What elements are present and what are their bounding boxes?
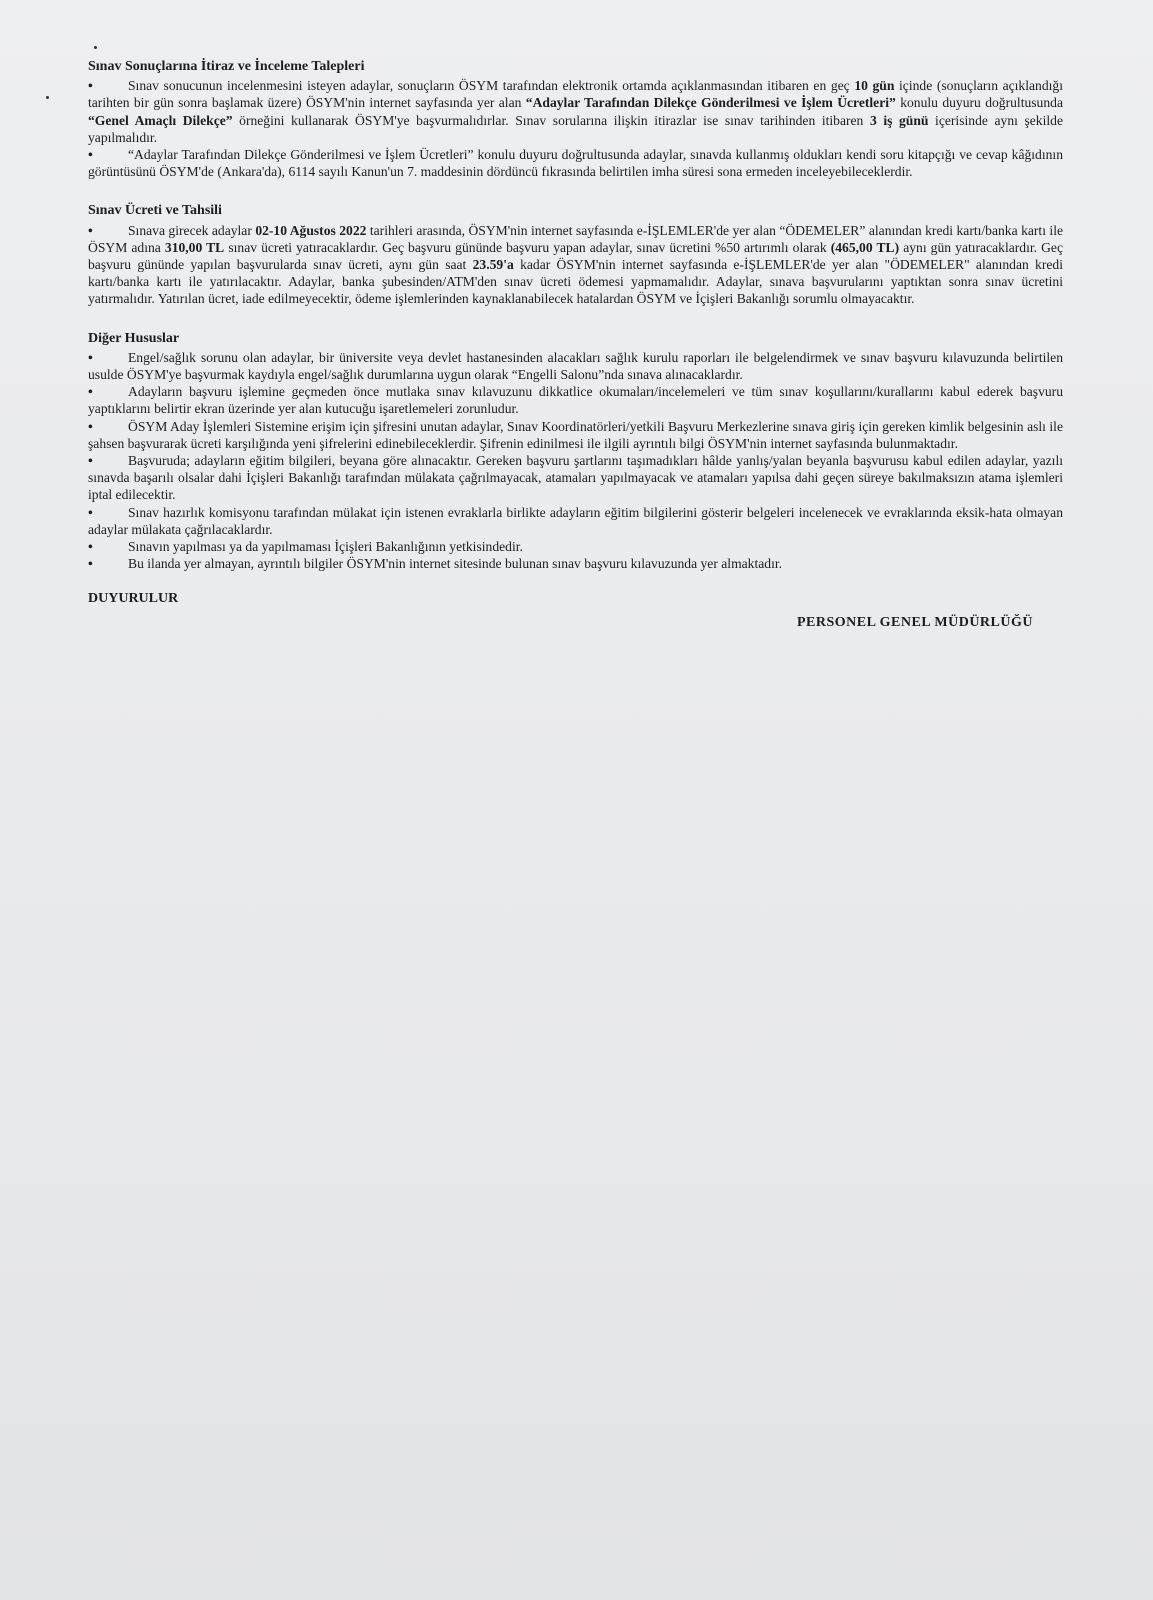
bullet-list (88, 77, 1063, 180)
bullet-icon: • (88, 556, 93, 572)
body-text: sınav ücreti yatıracaklardır. Geç başvuru gününde başvuru yapan adaylar, sınav ücretini %50 artırımlı olarak (224, 239, 831, 255)
body-text: örneğini kullanarak ÖSYM'ye başvurmalıdırlar. Sınav sorularına ilişkin itirazlar ise sınav tarihinden itibaren (232, 112, 870, 128)
bullet-icon: • (88, 504, 93, 520)
body-text: Bu ilanda yer almayan, ayrıntılı bilgiler ÖSYM'nin internet sitesinde bulunan sınav başvuru kılavuzunda yer almaktadır. (128, 556, 783, 572)
document-body (88, 58, 1063, 631)
body-text: ÖSYM Aday İşlemleri Sistemine erişim için şifresini unutan adaylar, Sınav Koordinatörleri/yetkili Başvuru Merkezlerine sınava giriş için gereken kimlik belgesinin aslı ile şahsen başvurarak ücreti karşılığında yeni şifrelerini edinebileceklerdir. Şifrenin edinilmesi ile ilgili ayrıntılı bilgi ÖSYM'nin internet sayfasında bulunmaktadır. (88, 418, 1063, 451)
bullet-icon: • (88, 78, 93, 94)
body-text: tarihleri arasında, ÖSYM'nin internet sayfasında e-İŞLEMLER'de yer alan “ÖDEMELER” alanından kredi kartı/banka kartı ile ÖSYM adına (88, 222, 1064, 255)
bullet-icon: • (88, 453, 93, 469)
section-exam-fee (88, 202, 1063, 307)
body-text: Sınav hazırlık komisyonu tarafından mülakat için istenen evraklarla birlikte adayların eğitim bilgilerini gösterir belgeleri incelenecek ve evraklarında eksik-hata olmayan adaylar mülakata çağrılacaklardır. (88, 504, 1063, 537)
bullet-item (88, 538, 1063, 555)
bold-text: “Genel Amaçlı Dilekçe” (88, 112, 233, 128)
bold-text: “Adaylar Tarafından Dilekçe Gönderilmesi ve İşlem Ücretleri” (525, 95, 896, 111)
bullet-icon: • (88, 349, 93, 365)
body-text: aynı gün yatıracaklardır. Geç başvuru gününde yapılan başvurularda sınav ücreti, aynı gün saat (88, 239, 1063, 273)
bullet-item (88, 222, 1063, 308)
body-text: Engel/sağlık sorunu olan adaylar, bir üniversite veya devlet hastanesinden alacakları sağlık kurulu raporları ile belgelendirmek ve sınav başvuru kılavuzunda belirtilen usulde ÖSYM'ye başvurmak kaydıyla engel/sağlık durumlarına uygun olarak “Engelli Salonu”nda sınava alınacaklardır. (88, 349, 1063, 383)
bullet-icon: • (88, 147, 93, 163)
body-text: içerisinde aynı şekilde yapılmalıdır. (88, 112, 1063, 145)
bullet-item (88, 349, 1063, 383)
body-text: Sınava girecek adaylar (128, 222, 256, 238)
body-text: Başvuruda; adayların eğitim bilgileri, beyana göre alınacaktır. Gereken başvuru şartlarını taşımadıkları hâlde yanlış/yalan beyanla başvurusu kabul edilen adaylar, yazılı sınavda başarılı olsalar dahi İçişleri Bakanlığı tarafından mülakata çağrılmayacak, atamaları yapılmayacak ve atamaları yapılsa dahi geçen süreye bakılmaksızın atama işlemleri iptal edilecektir. (88, 453, 1063, 503)
stray-mark (94, 46, 97, 49)
body-text: Sınav sonucunun incelenmesini isteyen adaylar, sonuçların ÖSYM tarafından elektronik ortamda açıklanmasından itibaren en geç (128, 78, 855, 94)
bullet-icon: • (88, 418, 93, 434)
bold-text: 310,00 TL (164, 239, 225, 255)
body-text: “Adaylar Tarafından Dilekçe Gönderilmesi ve İşlem Ücretleri” konulu duyuru doğrultusunda adaylar, sınavda kullanmış oldukları kendi soru kitapçığı ve cevap kâğıdının görüntüsünü ÖSYM'de (Ankara'da), 6114 sayılı Kanun'un 7. maddesinin dördüncü fıkrasında belirtilen imha süresi sona ermeden inceleyebileceklerdir. (88, 147, 1063, 180)
section-heading: Sınav Ücreti ve Tahsili (88, 203, 222, 219)
bullet-item (88, 504, 1063, 538)
bold-text: 02-10 Ağustos 2022 (255, 222, 367, 238)
signature-authority: PERSONEL GENEL MÜDÜRLÜĞÜ (796, 614, 1033, 630)
stray-mark (46, 96, 49, 99)
bullet-icon: • (88, 222, 93, 238)
announcement-label: DUYURULUR (88, 591, 179, 607)
bullet-item (88, 555, 1063, 572)
body-text: içinde (sonuçların açıklandığı tarihten bir gün sonra başlamak üzere) ÖSYM'nin internet sayfasında yer alan (88, 78, 1063, 111)
bullet-icon: • (88, 539, 93, 555)
bullet-item (88, 383, 1063, 417)
bold-text: 3 iş günü (869, 112, 929, 128)
bullet-icon: • (88, 384, 93, 400)
body-text: kadar ÖSYM'nin internet sayfasında e-İŞLEMLER'de yer alan "ÖDEMELER" alanından kredi kartı/banka kartı ile yatırılacaktır. Adaylar, banka şubesinden/ATM'den sınav ücreti ödemesi yapmamalıdır. Adaylar, sınava başvurularını yaptıktan sonra sınav ücretini yatırmalıdır. Yatırılan ücret, iade edilmeyecektir, ödeme işlemlerinden kaynaklanabilecek hatalardan ÖSYM ve İçişleri Bakanlığı sorumlu olmayacaktır. (88, 257, 1063, 307)
bullet-item (88, 452, 1063, 504)
bullet-item (88, 77, 1063, 146)
bold-text: (465,00 TL) (830, 239, 900, 255)
bold-text: 10 gün (854, 78, 895, 94)
body-text: konulu duyuru doğrultusunda (895, 95, 1063, 111)
body-text: Sınavın yapılması ya da yapılmaması İçişleri Bakanlığının yetkisindedir. (128, 539, 523, 555)
body-text: Adayların başvuru işlemine geçmeden önce mutlaka sınav kılavuzunu dikkatlice okumaları/incelemeleri ve tüm sınav koşullarını/kurallarını kabul ederek başvuru yaptıklarını belirtir ekran üzerinde yer alan kutucuğu işaretlemeleri zorunludur. (88, 384, 1063, 417)
bullet-list (88, 349, 1063, 573)
bullet-list (88, 222, 1063, 308)
section-heading: Diğer Hususlar (88, 330, 180, 346)
bullet-item (88, 418, 1063, 452)
section-other-matters (88, 330, 1063, 573)
section-objections (88, 58, 1063, 180)
section-heading: Sınav Sonuçlarına İtiraz ve İnceleme Talepleri (88, 59, 365, 74)
bold-text: 23.59'a (472, 257, 514, 273)
bullet-item (88, 146, 1063, 180)
